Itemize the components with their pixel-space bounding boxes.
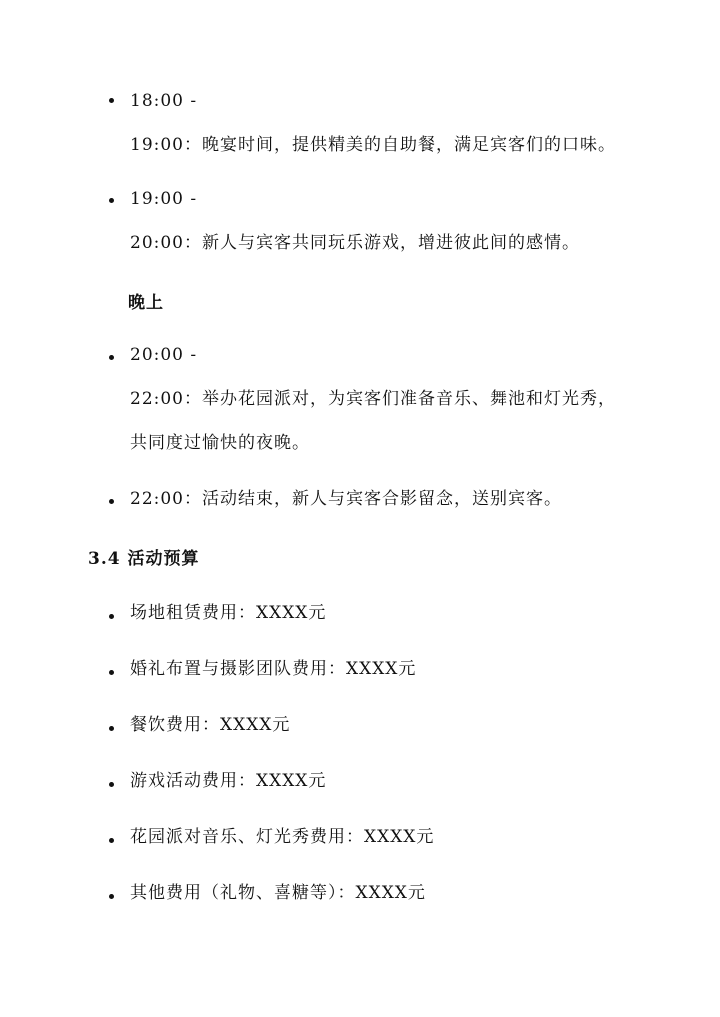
list-item [130, 478, 650, 520]
bullet-icon [109, 838, 114, 843]
section-heading: 3.4 活动预算 [88, 549, 200, 569]
bullet-icon [109, 894, 114, 899]
budget-item [130, 760, 650, 802]
list-item-text-continued: 共同度过愉快的夜晚。 [130, 433, 310, 453]
budget-item-text: 餐饮费用：XXXX元 [130, 715, 291, 735]
budget-item-text: 花园派对音乐、灯光秀费用：XXXX元 [130, 827, 435, 847]
bullet-icon [109, 726, 114, 731]
budget-item-text: 场地租赁费用：XXXX元 [130, 603, 327, 623]
bullet-icon [109, 782, 114, 787]
list-item-text: 22:00：活动结束，新人与宾客合影留念，送别宾客。 [130, 489, 562, 509]
list-item-text: 22:00：举办花园派对，为宾客们准备音乐、舞池和灯光秀， [130, 389, 616, 409]
bullet-icon [109, 98, 114, 103]
budget-item [130, 872, 650, 914]
list-item-text: 19:00：晚宴时间，提供精美的自助餐，满足宾客们的口味。 [130, 135, 616, 155]
budget-item [130, 816, 650, 858]
budget-item-text: 游戏活动费用：XXXX元 [130, 771, 327, 791]
list-item-time: 20:00 - [130, 345, 198, 365]
budget-item-text: 婚礼布置与摄影团队费用：XXXX元 [130, 659, 417, 679]
list-item-time: 19:00 - [130, 189, 198, 209]
bullet-icon [109, 198, 114, 203]
bullet-icon [109, 499, 114, 504]
list-item-time: 18:00 - [130, 91, 198, 111]
bullet-icon [109, 355, 114, 360]
list-item-text: 20:00：新人与宾客共同玩乐游戏，增进彼此间的感情。 [130, 233, 580, 253]
budget-item [130, 592, 650, 634]
budget-item [130, 704, 650, 746]
list-item [130, 178, 650, 264]
budget-item-text: 其他费用（礼物、喜糖等）：XXXX元 [130, 883, 426, 903]
list-item [130, 334, 650, 464]
budget-item [130, 648, 650, 690]
bullet-icon [109, 614, 114, 619]
list-item [130, 80, 650, 166]
section-subheading: 晚上 [128, 293, 164, 313]
bullet-icon [109, 670, 114, 675]
